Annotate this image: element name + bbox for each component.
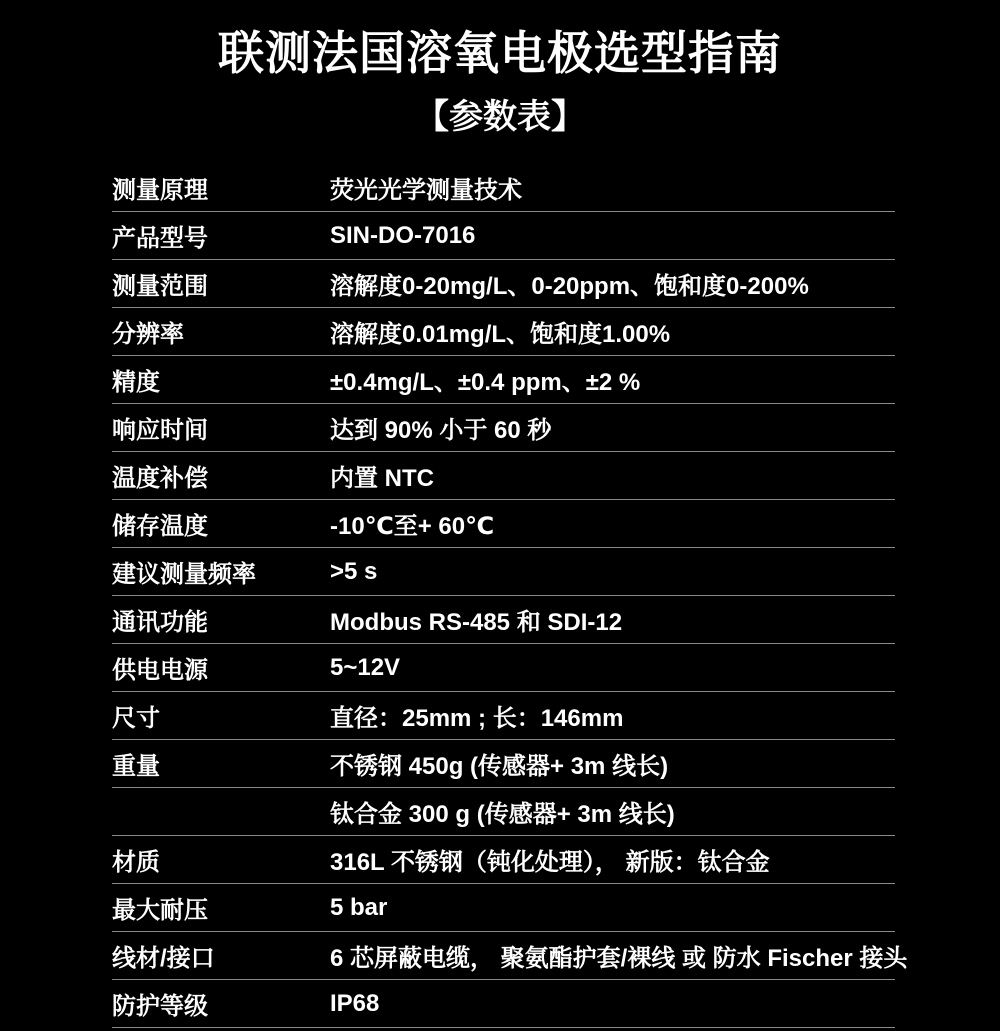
row-value: 不锈钢 450g (传感器+ 3m 线长) xyxy=(330,753,669,780)
table-row xyxy=(112,308,895,356)
row-value: 溶解度0-20mg/L、0-20ppm、饱和度0-200% xyxy=(330,273,809,300)
row-value: -10℃至+ 60℃ xyxy=(330,513,495,540)
row-label: 防护等级 xyxy=(112,993,208,1020)
table-row xyxy=(112,356,895,404)
row-label: 建议测量频率 xyxy=(112,561,256,588)
row-label: 产品型号 xyxy=(112,225,208,252)
table-row xyxy=(112,404,895,452)
table-row xyxy=(112,548,895,596)
row-label: 储存温度 xyxy=(112,513,208,540)
table-row xyxy=(112,836,895,884)
row-value: 荧光光学测量技术 xyxy=(330,177,522,204)
table-row xyxy=(112,500,895,548)
row-label: 测量原理 xyxy=(112,177,208,204)
row-label: 测量范围 xyxy=(112,273,208,300)
table-row xyxy=(112,164,895,212)
table-row xyxy=(112,980,895,1028)
table-row xyxy=(112,788,895,836)
row-value: 钛合金 300 g (传感器+ 3m 线长) xyxy=(330,801,675,828)
row-label: 通讯功能 xyxy=(112,609,208,636)
table-row xyxy=(112,596,895,644)
row-value: 316L 不锈钢（钝化处理）， 新版：钛合金 xyxy=(330,849,770,876)
section-subtitle: 【参数表】 xyxy=(415,98,585,136)
row-value: 5 bar xyxy=(330,893,388,921)
table-row xyxy=(112,692,895,740)
table-row xyxy=(112,260,895,308)
row-label: 最大耐压 xyxy=(112,897,208,924)
page-title: 联测法国溶氧电极选型指南 xyxy=(218,27,782,79)
row-value: 直径：25mm ; 长：146mm xyxy=(330,705,624,732)
spec-table xyxy=(112,164,908,1028)
row-value: IP68 xyxy=(330,989,380,1017)
table-row xyxy=(112,884,895,932)
row-label: 材质 xyxy=(112,849,160,876)
table-row xyxy=(112,644,895,692)
table-row xyxy=(112,452,895,500)
row-value: 溶解度0.01mg/L、饱和度1.00% xyxy=(330,321,671,348)
row-label: 分辨率 xyxy=(112,321,184,348)
table-row xyxy=(112,212,895,260)
table-row xyxy=(112,740,895,788)
row-value: 5~12V xyxy=(330,653,401,681)
row-value: 达到 90% 小于 60 秒 xyxy=(330,417,552,444)
row-value: ±0.4mg/L、±0.4 ppm、±2 % xyxy=(330,369,641,396)
row-label: 线材/接口 xyxy=(112,945,215,972)
row-label: 精度 xyxy=(112,369,160,396)
row-label: 尺寸 xyxy=(112,705,160,732)
row-value: 内置 NTC xyxy=(330,465,434,492)
row-label: 响应时间 xyxy=(112,417,208,444)
row-value: Modbus RS-485 和 SDI-12 xyxy=(330,609,623,636)
row-label: 供电电源 xyxy=(112,657,208,684)
row-value: >5 s xyxy=(330,557,378,585)
row-label: 温度补偿 xyxy=(112,465,208,492)
table-row xyxy=(112,932,908,980)
row-label: 重量 xyxy=(112,753,160,780)
row-value: 6 芯屏蔽电缆， 聚氨酯护套/裸线 或 防水 Fischer 接头 xyxy=(330,945,908,972)
row-value: SIN-DO-7016 xyxy=(330,221,476,249)
